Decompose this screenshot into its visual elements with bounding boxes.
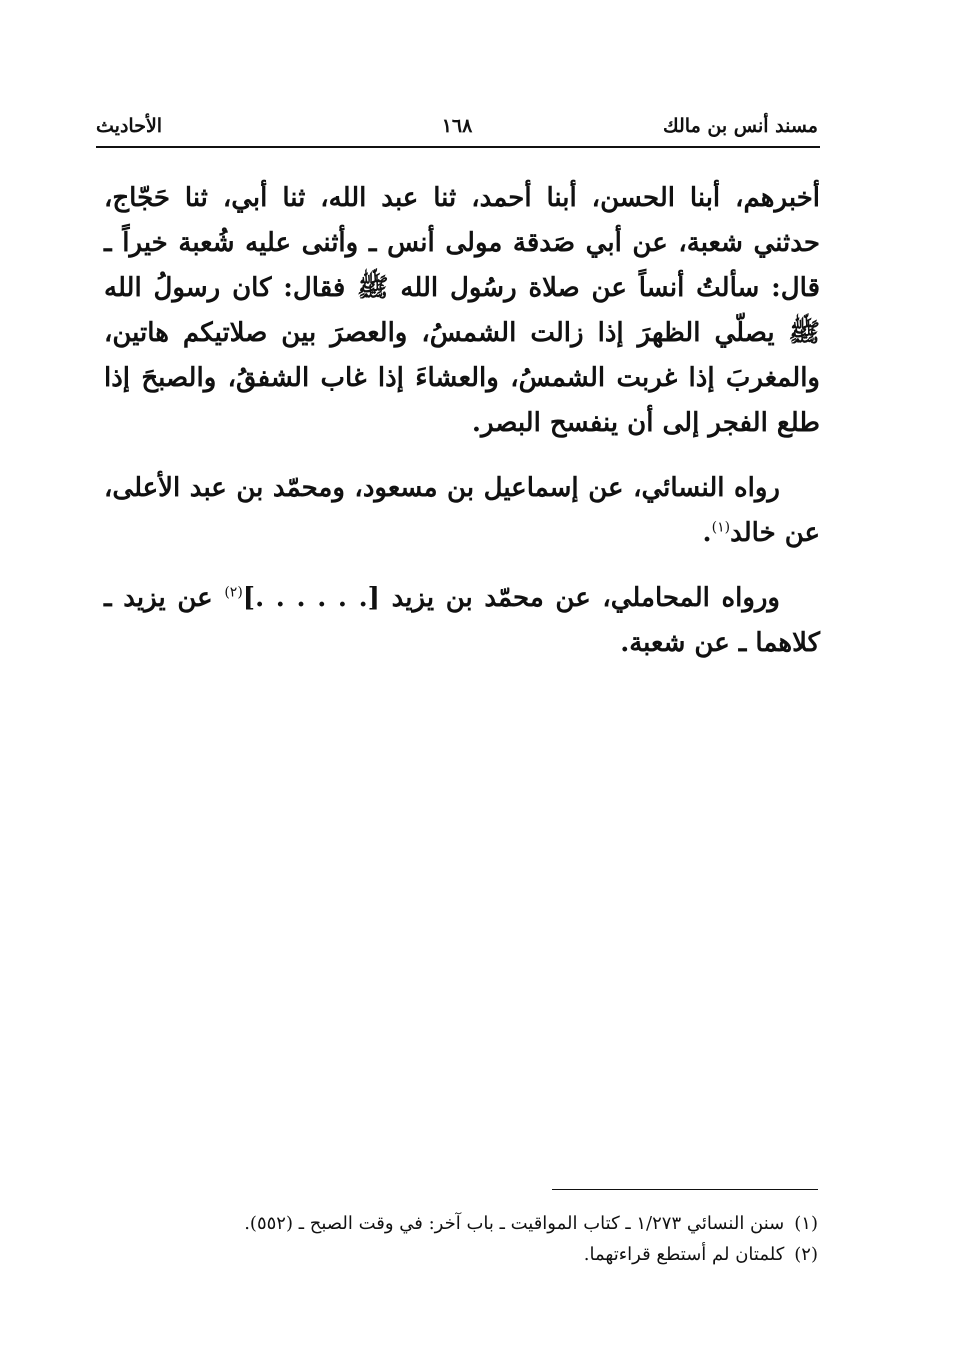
footnote-number: (١)	[794, 1213, 818, 1234]
narration-paragraph-mahamili	[104, 576, 820, 666]
footnotes	[150, 1208, 818, 1270]
narration-text: رواه النسائي، عن إسماعيل بن مسعود، ومحمّد بن عبد الأعلى، عن خالد	[104, 473, 820, 548]
narration-paragraph-nasai	[104, 466, 820, 556]
header-book-title: مسند أنس بن مالك	[663, 115, 818, 137]
main-text	[104, 176, 820, 666]
header-rule	[96, 146, 820, 148]
header-section-title: الأحاديث	[96, 115, 163, 137]
footnote	[150, 1239, 818, 1270]
running-header	[96, 108, 818, 144]
footnote-reference[interactable]: (٢)	[224, 584, 243, 601]
footnote-reference[interactable]: (١)	[711, 519, 731, 536]
footnote-separator	[552, 1189, 818, 1190]
footnote-number: (٢)	[794, 1244, 818, 1265]
hadith-paragraph: أخبرهم، أبنا الحسن، أبنا أحمد، ثنا عبد الله، ثنا أبي، ثنا حَجّاج، حدثني شعبة، عن أبي صَدقة مولى أنس ـ وأثنى عليه شُعبة خيراً ـ قال: سألتُ أنساً عن صلاة رسُول الله ﷺ فقال: كان رسولُ الله ﷺ يصلّي الظهرَ إذا زالت الشمسُ، والعصرَ بين صلاتيكم هاتين، والمغربَ إذا غربت الشمسُ، والعشاءَ إذا غاب الشفقُ، والصبحَ إذا طلع الفجر إلى أن ينفسح البصر.	[104, 183, 820, 438]
narration-end: .	[702, 518, 712, 548]
narration-text: ورواه المحاملي، عن محمّد بن يزيد [. . . . . .]	[242, 583, 780, 613]
narration-text: عن يزيد ـ كلاهما ـ عن شعبة.	[104, 583, 820, 658]
footnote-text: سنن النسائي ١/٢٧٣ ـ كتاب المواقيت ـ باب آخر: في وقت الصبح ـ (٥٥٢).	[244, 1213, 785, 1234]
page-number: ١٦٨	[441, 115, 473, 137]
footnote-text: كلمتان لم أستطع قراءتهما.	[583, 1244, 785, 1265]
footnote	[150, 1208, 818, 1239]
